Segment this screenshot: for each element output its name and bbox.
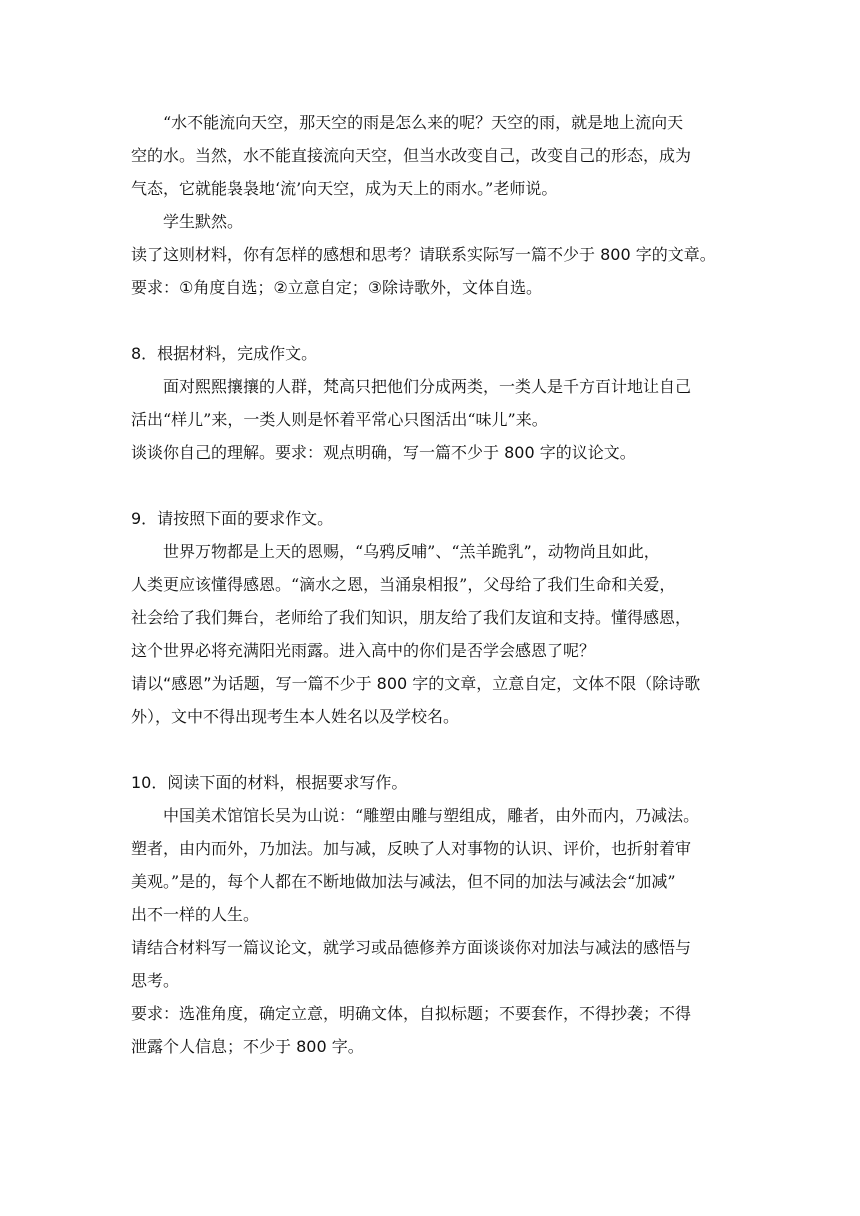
spacer <box>131 469 741 502</box>
material-line: 学生默然。 <box>163 212 244 231</box>
material-line: 中国美术馆馆长吴为山说：“雕塑由雕与塑组成，雕者，由外而内，乃减法。 <box>163 806 700 825</box>
question-9 <box>131 502 741 733</box>
requirements-line: 要求：①角度自选；②立意自定；③除诗歌外，文体自选。 <box>131 278 543 297</box>
prompt-line: 外），文中不得出现考生本人姓名以及学校名。 <box>131 707 460 726</box>
spacer <box>131 733 741 766</box>
question-8 <box>131 337 741 469</box>
material-line: 世界万物都是上天的恩赐，“乌鸦反哺”、“羔羊跪乳”，动物尚且如此， <box>163 542 660 561</box>
question-heading: 10．阅读下面的材料，根据要求写作。 <box>131 773 408 792</box>
material-line: 气态，它就能袅袅地‘流’向天空，成为天上的雨水。”老师说。 <box>131 179 558 198</box>
material-line: “水不能流向天空，那天空的雨是怎么来的呢？天空的雨，就是地上流向天 <box>163 113 684 132</box>
material-line: 社会给了我们舞台，老师给了我们知识，朋友给了我们友谊和支持。懂得感恩， <box>131 608 692 627</box>
material-line: 塑者，由内而外，乃加法。加与减，反映了人对事物的认识、评价，也折射着审 <box>131 839 692 858</box>
prompt-line: 请结合材料写一篇议论文，就学习或品德修养方面谈谈你对加法与减法的感悟与 <box>131 938 692 957</box>
material-line: 空的水。当然，水不能直接流向天空，但当水改变自己，改变自己的形态，成为 <box>131 146 692 165</box>
material-line: 美观。”是的，每个人都在不断地做加法与减法，但不同的加法与减法会“加减” <box>131 872 676 891</box>
document-content <box>131 106 741 1063</box>
prompt-line: 谈谈你自己的理解。要求：观点明确，写一篇不少于 800 字的议论文。 <box>131 443 636 462</box>
material-line: 出不一样的人生。 <box>131 905 260 924</box>
requirements-line: 要求：选准角度，确定立意，明确文体，自拟标题；不要套作，不得抄袭；不得 <box>131 1004 692 1023</box>
requirements-line: 泄露个人信息；不少于 800 字。 <box>131 1037 364 1056</box>
spacer <box>131 304 741 337</box>
question-heading: 9．请按照下面的要求作文。 <box>131 509 334 528</box>
question-10 <box>131 766 741 1063</box>
intro-section <box>131 106 741 304</box>
question-heading: 8．根据材料，完成作文。 <box>131 344 318 363</box>
material-line: 活出“样儿”来，一类人则是怀着平常心只图活出“味儿”来。 <box>131 410 548 429</box>
material-line: 面对熙熙攘攘的人群，梵高只把他们分成两类，一类人是千方百计地让自己 <box>163 377 692 396</box>
material-line: 这个世界必将充满阳光雨露。进入高中的你们是否学会感恩了呢？ <box>131 641 596 660</box>
material-line: 人类更应该懂得感恩。“滴水之恩，当涌泉相报”，父母给了我们生命和关爱， <box>131 575 676 594</box>
prompt-line: 请以“感恩”为话题，写一篇不少于 800 字的文章，立意自定，文体不限（除诗歌 <box>131 674 701 693</box>
prompt-line: 读了这则材料，你有怎样的感想和思考？请联系实际写一篇不少于 800 字的文章。 <box>131 245 716 264</box>
prompt-line: 思考。 <box>131 971 180 990</box>
